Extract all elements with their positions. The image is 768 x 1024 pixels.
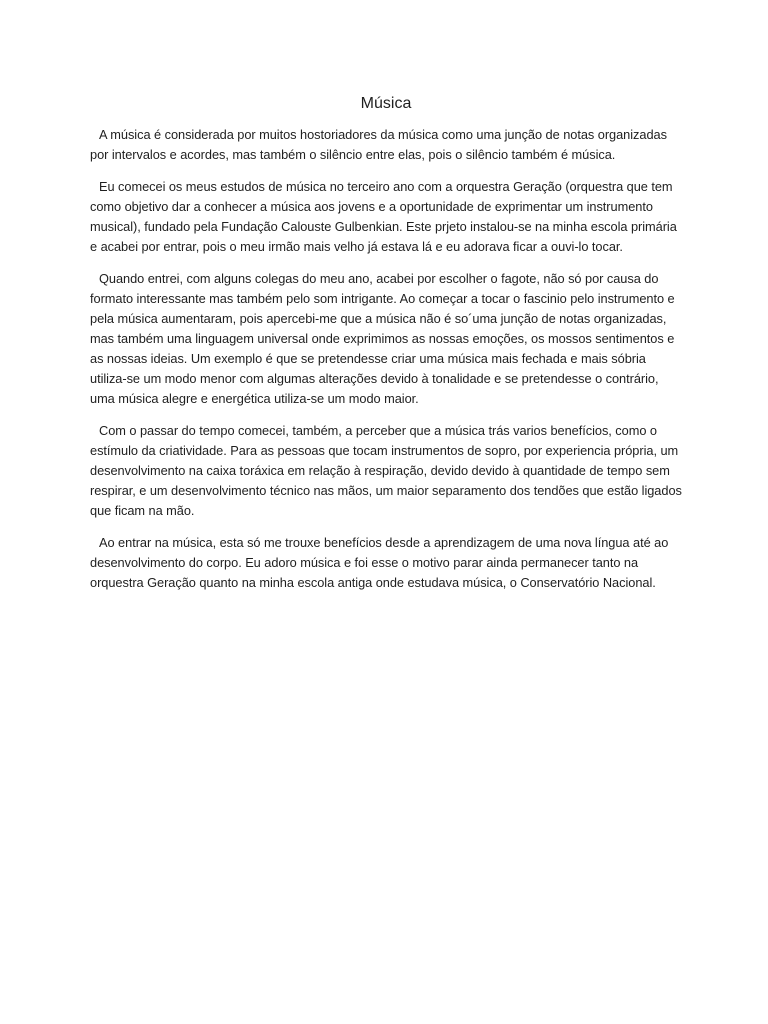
paragraph-2: Eu comecei os meus estudos de música no terceiro ano com a orquestra Geração (orquestra que tem como objetivo dar a conhecer a música aos jovens e a oportunidade de exprimentar um instrumento musical), fundado pela Fundação Calouste Gulbenkian. Este prjeto instalou-se na minha escola primária e acabei por entrar, pois o meu irmão mais velho já estava lá e eu adorava ficar a ouvi-lo tocar. — [90, 179, 677, 254]
paragraph-4: Com o passar do tempo comecei, também, a perceber que a música trás varios benefícios, como o estímulo da criatividade. Para as pessoas que tocam instrumentos de sopro, por experiencia própria, um desenvolvimento na caixa toráxica em relação à respiração, devido devido à quantidade de tempo sem respirar, e um desenvolvimento técnico nas mãos, um maior separamento dos tendões que estão ligados que ficam na mão. — [90, 423, 682, 518]
paragraph-1: A música é considerada por muitos hostoriadores da música como uma junção de notas organizadas por intervalos e acordes, mas também o silêncio entre elas, pois o silêncio também é música. — [90, 127, 667, 162]
document-title: Música — [360, 95, 412, 112]
paragraph-5: Ao entrar na música, esta só me trouxe benefícios desde a aprendizagem de uma nova língua até ao desenvolvimento do corpo. Eu adoro música e foi esse o motivo parar ainda permanecer tanto na orquestra Geração quanto na minha escola antiga onde estudava música, o Conservatório Nacional. — [90, 535, 669, 590]
paragraph-3: Quando entrei, com alguns colegas do meu ano, acabei por escolher o fagote, não só por causa do formato interessante mas também pelo som intrigante. Ao começar a tocar o fascinio pelo instrumento e pela música aumentaram, pois apercebi-me que a música não é so´uma junção de notas organizadas, mas também uma linguagem universal onde exprimimos as nossas emoções, os mossos sentimentos e as nossas ideias. Um exemplo é que se pretendesse criar uma música mais fechada e mais sóbria utiliza-se um modo menor com algumas alterações devido à tonalidade e se pretendesse o contrário, uma música alegre e energética utiliza-se um modo maior. — [90, 271, 675, 406]
document-body — [90, 93, 682, 605]
